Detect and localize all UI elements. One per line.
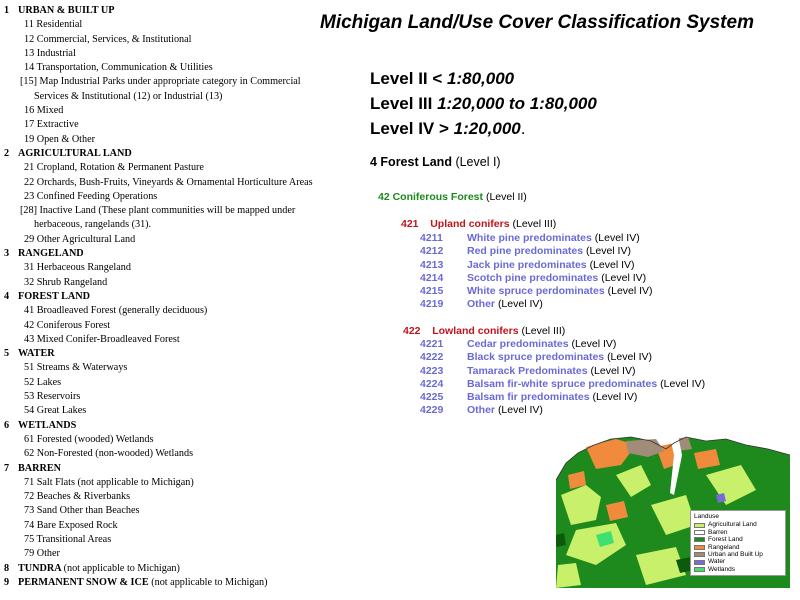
legend-swatch (694, 545, 705, 550)
category-heading: 2 AGRICULTURAL LAND (4, 147, 132, 159)
subcategory-item: 52 Lakes (24, 376, 62, 388)
category-heading: 4 FOREST LAND (4, 290, 90, 302)
legend-entry: Urban and Built Up (694, 551, 782, 558)
subcategory-item: 13 Industrial (24, 47, 76, 59)
subcategory-item: [15] Map Industrial Parks under appropriate category in Commercial Services & Institutional (12) or Industrial (13) (20, 76, 301, 102)
subcategory-item: 17 Extractive (24, 119, 79, 131)
legend-swatch (694, 560, 705, 565)
upland-conifers-list (420, 232, 653, 312)
subcategory-item: 72 Beaches & Riverbanks (24, 491, 131, 503)
category-heading: 6 WETLANDS (4, 419, 77, 431)
legend-swatch (694, 537, 705, 542)
legend-swatch (694, 567, 705, 572)
category-heading: 5 WATER (4, 348, 55, 360)
classification-list (4, 4, 349, 590)
category-heading: 1 URBAN & BUILT UP (4, 5, 115, 16)
upland-conifer-item: 4214 Scotch pine predominates (Level IV) (420, 271, 647, 284)
upland-conifer-item: 4211 White pine predominates (Level IV) (420, 232, 640, 244)
lowland-conifer-item: 4221 Cedar predominates (Level IV) (420, 338, 617, 350)
subcategory-item: 16 Mixed (24, 105, 64, 117)
subcategory-item: 53 Reservoirs (24, 391, 81, 403)
subcategory-item: 23 Confined Feeding Operations (24, 190, 158, 202)
legend-swatch (694, 530, 705, 535)
subcategory-item: 31 Herbaceous Rangeland (24, 262, 131, 274)
page-title: Michigan Land/Use Cover Classification System (320, 12, 754, 33)
level-iv-line: Level IV > 1:20,000. (370, 119, 526, 138)
subcategory-item: 22 Orchards, Bush-Fruits, Vineyards & Ornamental Horticulture Areas (24, 176, 313, 188)
lowland-conifer-item: 4224 Balsam fir-white spruce predominates (Level IV) (420, 377, 706, 390)
category-heading: 7 BARREN (4, 462, 62, 474)
legend-entry: Water (694, 558, 782, 565)
subcategory-item: 21 Cropland, Rotation & Permanent Pasture (24, 162, 204, 174)
legend-swatch (694, 552, 705, 557)
legend-entry: Barren (694, 529, 782, 536)
subcategory-item: [28] Inactive Land (These plant communities will be mapped under herbaceous, rangelands (31). (20, 205, 296, 231)
map-legend (690, 510, 786, 576)
scale-levels (370, 66, 597, 141)
legend-entry: Agricultural Land (694, 521, 782, 528)
subcategory-item: 75 Transitional Areas (24, 533, 112, 545)
subcategory-item: 32 Shrub Rangeland (24, 276, 108, 288)
upland-conifer-item: 4213 Jack pine predominates (Level IV) (420, 258, 635, 271)
subcategory-item: 73 Sand Other than Beaches (24, 505, 140, 517)
subcategory-item: 61 Forested (wooded) Wetlands (24, 433, 154, 445)
legend-entry: Wetlands (694, 566, 782, 573)
level-iii-line: Level III 1:20,000 to 1:80,000 (370, 94, 597, 113)
legend-entry: Forest Land (694, 536, 782, 543)
subcategory-item: 62 Non-Forested (non-wooded) Wetlands (24, 448, 194, 460)
subcategory-item: 11 Residential (24, 19, 83, 31)
legend-title: Landuse (694, 513, 719, 520)
subcategory-item: 42 Coniferous Forest (24, 319, 111, 331)
legend-swatch (694, 523, 705, 528)
category-heading: 8 TUNDRA (not applicable to Michigan) (4, 562, 180, 574)
subcategory-item: 41 Broadleaved Forest (generally deciduous) (24, 305, 208, 317)
subcategory-item: 14 Transportation, Communication & Utilities (24, 62, 213, 74)
subcategory-item: 29 Other Agricultural Land (24, 233, 136, 245)
level-ii-line: Level II < 1:80,000 (370, 69, 515, 88)
lowland-conifers-heading: 422 Lowland conifers (Level III) (403, 325, 566, 337)
lowland-conifer-item: 4222 Black spruce predominates (Level IV) (420, 351, 652, 364)
lowland-conifers-list (420, 338, 705, 418)
forest-land-heading: 4 Forest Land (Level I) (370, 155, 501, 169)
subcategory-item: 71 Salt Flats (not applicable to Michigan) (24, 476, 194, 488)
category-heading: 9 PERMANENT SNOW & ICE (not applicable to Michigan) (4, 576, 268, 588)
category-heading: 3 RANGELAND (4, 248, 84, 260)
upland-conifer-item: 4215 White spruce perdominates (Level IV) (420, 285, 653, 298)
subcategory-item: 51 Streams & Waterways (24, 362, 128, 374)
upland-conifers-heading: 421 Upland conifers (Level III) (401, 218, 557, 230)
subcategory-item: 19 Open & Other (24, 133, 96, 145)
subcategory-item: 43 Mixed Conifer-Broadleaved Forest (24, 333, 180, 345)
lowland-conifer-item: 4229 Other (Level IV) (420, 404, 543, 417)
subcategory-item: 12 Commercial, Services, & Institutional (24, 33, 192, 45)
lowland-conifer-item: 4225 Balsam fir predominates (Level IV) (420, 391, 638, 404)
subcategory-item: 54 Great Lakes (24, 405, 87, 417)
lowland-conifer-item: 4223 Tamarack Predominates (Level IV) (420, 364, 636, 377)
legend-entry: Rangeland (694, 544, 782, 551)
upland-conifer-item: 4219 Other (Level IV) (420, 298, 543, 311)
subcategory-item: 74 Bare Exposed Rock (24, 519, 118, 531)
coniferous-forest-heading: 42 Coniferous Forest (Level II) (378, 191, 527, 203)
subcategory-item: 79 Other (24, 548, 60, 560)
upland-conifer-item: 4212 Red pine predominates (Level IV) (420, 245, 631, 258)
